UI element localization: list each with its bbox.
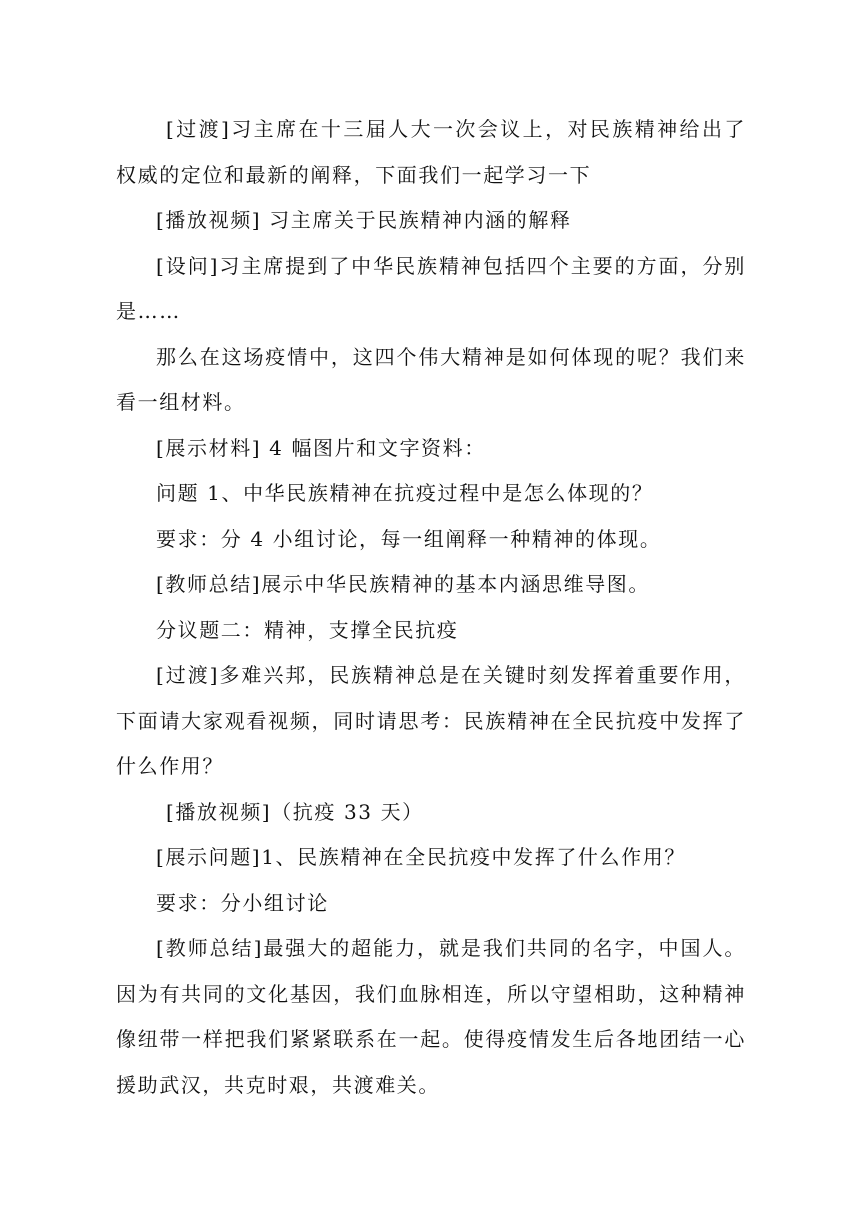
paragraph-question-setup: [设问]习主席提到了中华民族精神包括四个主要的方面，分别是…… <box>116 253 746 323</box>
paragraph-show-material: [展示材料] 4 幅图片和文字资料： <box>156 435 486 460</box>
paragraph-teacher-summary-mindmap: [教师总结]展示中华民族精神的基本内涵思维导图。 <box>156 572 651 596</box>
paragraph-play-video: [播放视频] 习主席关于民族精神内涵的解释 <box>156 208 572 232</box>
paragraph-requirement-discussion: 要求：分小组讨论 <box>156 890 329 915</box>
paragraph-transition-intro: [过渡]习主席在十三届人大一次会议上，对民族精神给出了权威的定位和最新的阐释，下面我们一起学习一下 <box>116 117 746 187</box>
paragraph-question-1: 问题 1、中华民族精神在抗疫过程中是怎么体现的？ <box>156 481 654 505</box>
paragraph-material-lead: 那么在这场疫情中，这四个伟大精神是如何体现的呢？我们来看一组材料。 <box>116 344 746 414</box>
paragraph-requirement-groups: 要求：分 4 小组讨论，每一组阐释一种精神的体现。 <box>156 526 662 551</box>
paragraph-play-video-33-days: [播放视频]（抗疫 33 天） <box>166 799 424 824</box>
paragraph-transition-video: [过渡]多难兴邦，民族精神总是在关键时刻发挥着重要作用，下面请大家观看视频，同时请思考：民族精神在全民抗疫中发挥了什么作用？ <box>116 663 746 778</box>
paragraph-subtopic-two: 分议题二：精神，支撑全民抗疫 <box>156 617 459 642</box>
document-body <box>116 107 746 1108</box>
paragraph-teacher-summary-final: [教师总结]最强大的超能力，就是我们共同的名字，中国人。因为有共同的文化基因，我们血脉相连，所以守望相助，这种精神像纽带一样把我们紧紧联系在一起。使得疫情发生后各地团结一心援助武汉，共克时艰，共渡难关。 <box>116 936 746 1097</box>
paragraph-show-question: [展示问题]1、民族精神在全民抗疫中发挥了什么作用？ <box>156 845 686 869</box>
